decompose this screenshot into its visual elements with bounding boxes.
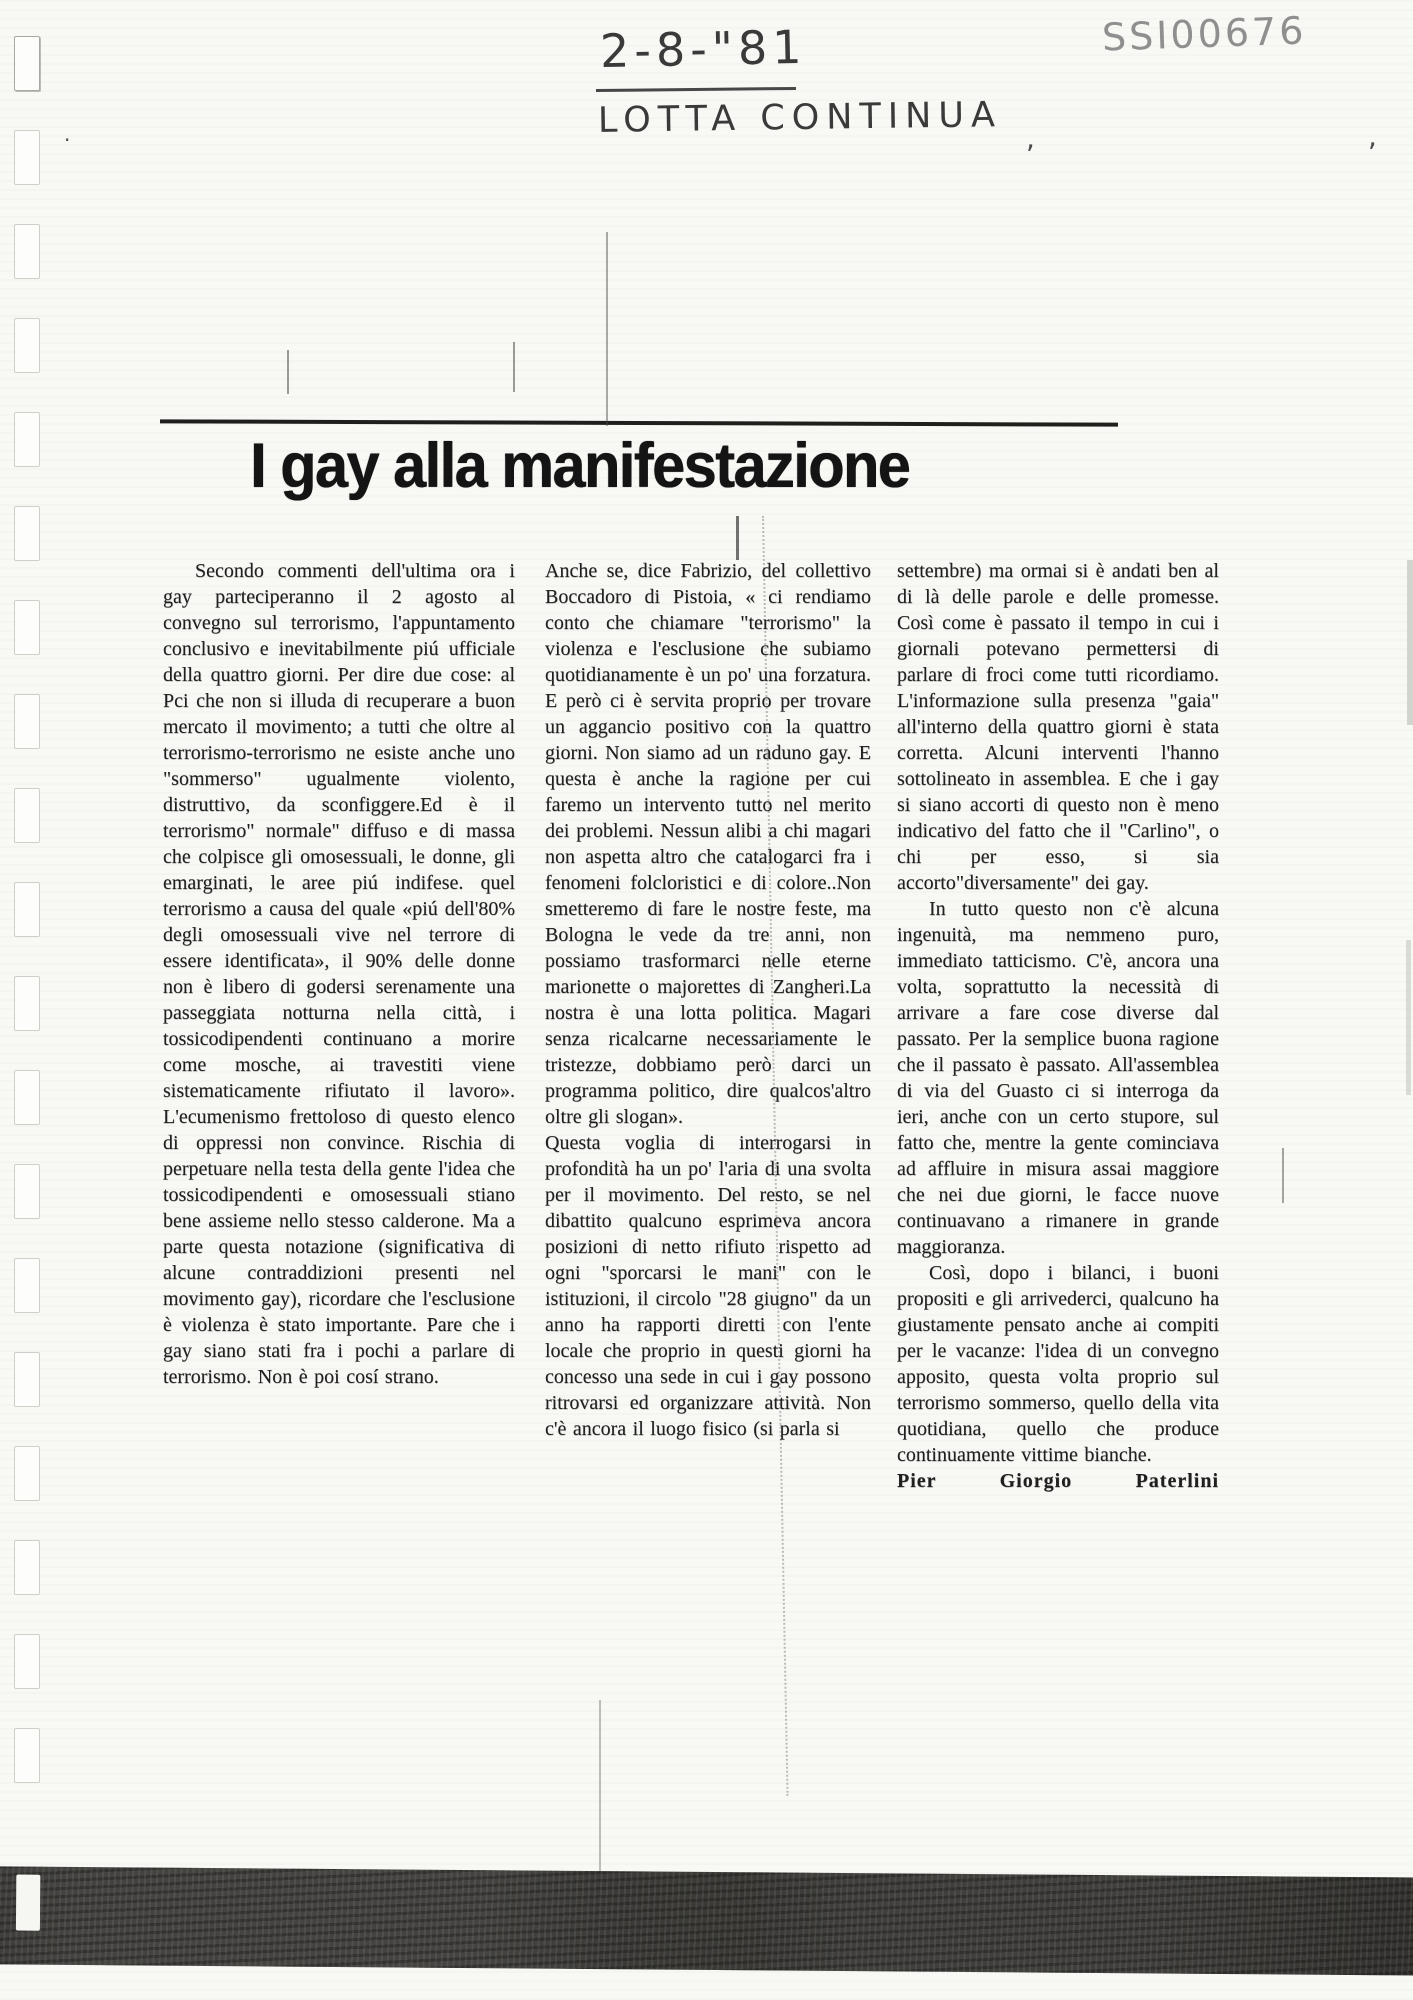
article-column-2	[545, 558, 871, 1442]
binding-hole	[14, 1258, 40, 1313]
article-paragraph: Questa voglia di interrogarsi in profondità ha un po' l'aria di una svolta per il movimento. Del resto, se nel dibattito qualcuno esprimeva ancora posizioni di netto rifiuto rispetto ad ogni "sporcarsi le mani" con le istituzioni, il circolo "28 giugno" da un anno ha rapporti diretti con l'ente locale che proprio in questi giorni ha concesso una sede in cui i gay possono ritrovarsi ed organizzare attività. Non c'è ancora il luogo fisico (si parla si	[545, 1132, 871, 1440]
article-paragraph: settembre) ma ormai si è andati ben al di là delle parole e delle promesse. Così come è passato il tempo in cui i giornali potevano permettersi di parlare di froci come tutti ricordiamo. L'informazione sulla presenza "gaia" all'interno della quattro giorni è stata corretta. Alcuni interventi l'hanno sottolineato in assemblea. E che i gay si siano accorti di questo non è meno indicativo del fatto che il "Carlino", o chi per esso, si sia accorto"diversamente" dei gay.	[897, 560, 1219, 894]
article-headline: I gay alla manifestazione	[250, 431, 910, 501]
scan-artifact-speck: ,	[1026, 122, 1035, 155]
page-edge-shadow	[1407, 560, 1413, 725]
binding-hole	[14, 694, 40, 749]
headline-rule	[160, 419, 1118, 426]
binding-hole	[14, 130, 40, 185]
binding-hole	[14, 1164, 40, 1219]
binding-hole	[16, 1875, 40, 1931]
article-column-1	[163, 558, 515, 1390]
binding-hole	[14, 318, 40, 373]
binding-hole	[14, 224, 40, 279]
binding-hole	[14, 976, 40, 1031]
binding-hole	[14, 506, 40, 561]
scan-artifact-tick	[513, 342, 515, 392]
binding-hole	[14, 882, 40, 937]
binding-hole	[14, 1634, 40, 1689]
handwritten-publication-name: LOTTA CONTINUA	[597, 95, 1003, 141]
archive-code: SSI00676	[1101, 8, 1308, 60]
binding-hole	[14, 1540, 40, 1595]
binding-hole	[14, 788, 40, 843]
binding-hole	[14, 36, 40, 91]
article-paragraph: In tutto questo non c'è alcuna ingenuità, ma nemmeno puro, immediato tatticismo. C'è, ancora una volta, soprattutto la necessità di arrivare a fare cose diverse dal passato. Per la semplice buona ragione che il passato è passato. All'assemblea di via del Guasto ci si interroga da ieri, anche con un certo stupore, sul fatto che, mentre la gente cominciava ad affluire in misura assai maggiore che nei due giorni, le facce nuove continuavano a rimanere in grande maggioranza.	[897, 898, 1219, 1258]
article-byline: Pier Giorgio Paterlini	[897, 1470, 1219, 1492]
date-underline	[596, 87, 796, 92]
scan-artifact-tick	[1282, 1148, 1284, 1203]
binding-hole	[14, 1728, 40, 1783]
scan-bottom-bar	[0, 1866, 1413, 1975]
fold-crease-bottom	[599, 1700, 601, 1878]
article-column-3	[897, 558, 1219, 1494]
article-paragraph: Così, dopo i bilanci, i buoni propositi e gli arrivederci, qualcuno ha giustamente pensato anche ai compiti per le vacanze: l'idea di un convegno apposito, questa volta proprio sul terrorismo sommerso, quello della vita quotidiana, quello che produce continuamente vittime bianche.	[897, 1262, 1219, 1466]
scan-artifact-speck: ·	[64, 128, 71, 152]
article-paragraph: Secondo commenti dell'ultima ora i gay parteciperanno il 2 agosto al convegno sul terrorismo, l'appuntamento conclusivo e inevitabilmente piú ufficiale della quattro giorni. Per dire due cose: al Pci che non si illuda di recuperare a buon mercato il movimento; a tutti che oltre al terrorismo-terrorismo ne esiste anche uno "sommerso" ugualmente violento, distruttivo, da sconfiggere.Ed è il terrorismo" normale" diffuso e di massa che colpisce gli omosessuali, le donne, gli emarginati, le aree piú indifese. quel terrorismo a causa del quale «piú dell'80% degli omosessuali vive nel terrore di essere identificata», il 90% delle donne non è libero di godersi serenamente una passeggiata notturna nella città, i tossicodipendenti continuano a morire come mosche, ai travestiti viene sistematicamente rifiutato il lavoro». L'ecumenismo frettoloso di questo elenco di oppressi non convince. Rischia di perpetuare nella testa della gente l'idea che tossicodipendenti e omosessuali stiano bene assieme nello stesso calderone. Ma a parte questa notazione (significativa di alcune contraddizioni presenti nel movimento gay), ricordare che l'esclusione è violenza è stato importante. Pare che i gay siano stati fra i pochi a parlare di terrorismo. Non è poi cosí strano.	[163, 560, 515, 1388]
binding-hole	[14, 412, 40, 467]
handwritten-date: 2-8-"81	[599, 19, 807, 79]
scan-artifact-tick	[287, 350, 289, 394]
binding-hole	[14, 1070, 40, 1125]
fold-crease-top	[606, 232, 608, 426]
binding-hole	[14, 1446, 40, 1501]
page-edge-shadow	[1406, 940, 1411, 1095]
binding-hole	[14, 600, 40, 655]
scan-artifact-tick	[736, 516, 739, 560]
article-paragraph: Anche se, dice Fabrizio, del collettivo Boccadoro di Pistoia, « ci rendiamo conto che chiamare "terrorismo" la violenza e l'esclusione che subiamo quotidianamente è un po' una forzatura. E però ci è servita proprio per trovare un aggancio positivo con la quattro giorni. Non siamo ad un raduno gay. E questa è anche la ragione per cui faremo un intervento tutto nel merito dei problemi. Nessun alibi a chi magari non aspetta altro che catalogarci fra i fenomeni folcloristici e di colore..Non smetteremo di fare le nostre feste, ma Bologna le vede da tre anni, non possiamo trasformarci nelle eterne marionette o majorettes di Zangheri.La nostra è una lotta politica. Magari senza ricalcarne necessariamente le tristezze, dobbiamo però darci un programma politico, dire qualcos'altro oltre gli slogan».	[545, 560, 871, 1128]
binding-hole	[14, 1352, 40, 1407]
scan-artifact-speck: ,	[1368, 120, 1377, 153]
